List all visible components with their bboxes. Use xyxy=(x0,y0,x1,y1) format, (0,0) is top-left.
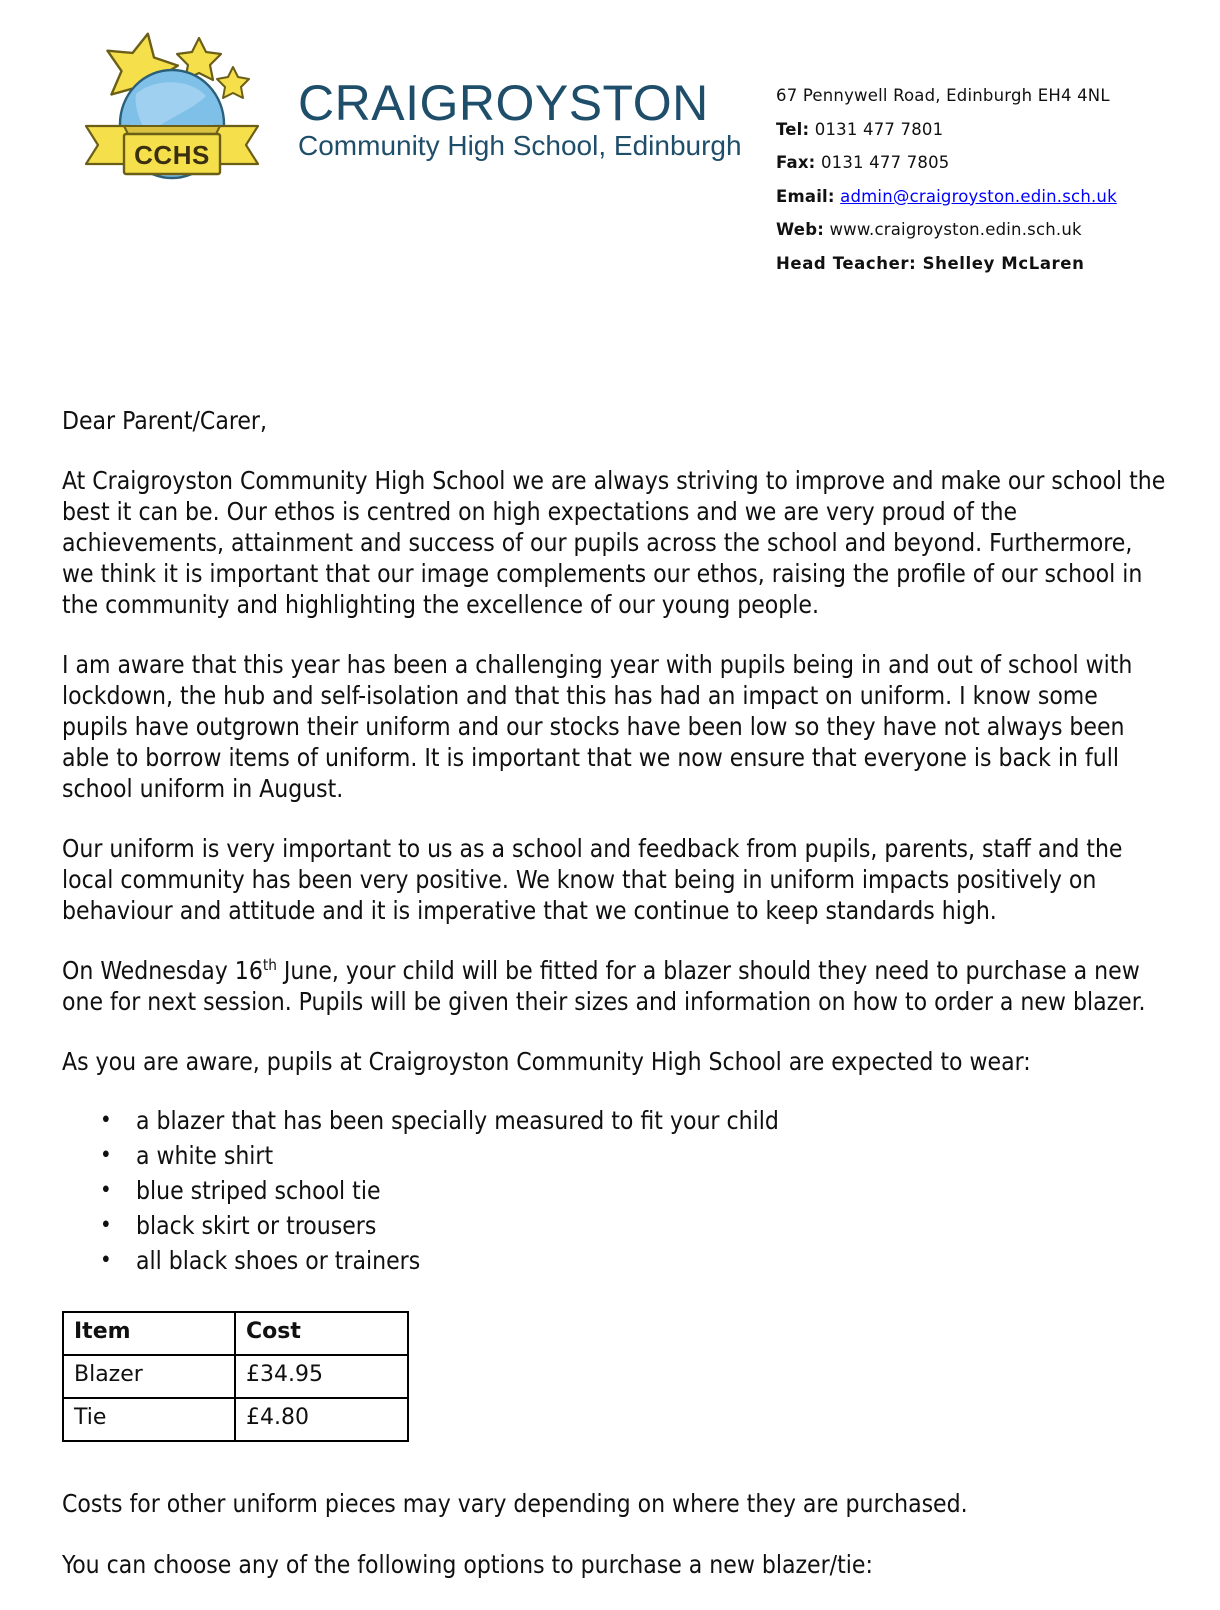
letterhead xyxy=(0,0,1220,300)
closing-paragraphs xyxy=(62,1488,1167,1580)
table-header-row xyxy=(63,1312,408,1355)
email-line xyxy=(776,186,1117,206)
column-header-cost: Cost xyxy=(235,1312,408,1355)
list-item-label: black skirt or trousers xyxy=(136,1211,377,1240)
cell-item-cost: £34.95 xyxy=(235,1355,408,1398)
fax-label: Fax: xyxy=(776,153,816,172)
fax-value: 0131 477 7805 xyxy=(820,153,950,172)
cost-table-container xyxy=(62,1311,1167,1442)
paragraph-purchase-options: You can choose any of the following options to purchase a new blazer/tie: xyxy=(62,1550,873,1579)
logo-ribbon-text: CCHS xyxy=(134,140,210,170)
letter-body xyxy=(62,405,1167,1610)
school-name-secondary: Community High School, Edinburgh xyxy=(298,130,742,161)
paragraph-challenging-year: I am aware that this year has been a challenging year with pupils being in and out of school with lockdown, the hub and self-isolation and that this has had an impact on uniform. I know some pupils have outgrown their uniform and our stocks have been low so they have not always been able to borrow items of uniform. It is important that we now ensure that everyone is back in full school uniform in August. xyxy=(62,650,1133,803)
headteacher-line: Head Teacher: Shelley McLaren xyxy=(776,253,1085,273)
logo-star-small xyxy=(217,67,249,98)
cell-item-name: Blazer xyxy=(63,1355,235,1398)
cell-item-name: Tie xyxy=(63,1398,235,1441)
telephone-line xyxy=(776,119,1117,139)
cell-item-cost: £4.80 xyxy=(235,1398,408,1441)
bullet-icon: • xyxy=(100,1108,112,1133)
paragraph-fitting-date xyxy=(62,955,1167,1017)
bullet-icon: • xyxy=(100,1178,112,1203)
salutation: Dear Parent/Carer, xyxy=(62,406,267,435)
list-item-label: a blazer that has been specially measured to fit your child xyxy=(136,1106,779,1135)
list-item xyxy=(62,1174,1167,1207)
list-item-label: a white shirt xyxy=(136,1141,274,1170)
paragraph-intro: At Craigroyston Community High School we are always striving to improve and make our school the best it can be. Our ethos is centred on high expectations and we are very proud of the achievements, attainment and success of our pupils across the school and beyond. Furthermore, we think it is important that our image complements our ethos, raising the profile of our school in the community and highlighting the excellence of our young people. xyxy=(62,466,1166,619)
list-item xyxy=(62,1104,1167,1137)
fitting-date-post: June, your child will be fitted for a blazer should they need to purchase a new one for next session. Pupils will be given their sizes and information on how to order a new blazer. xyxy=(62,956,1146,1016)
list-item xyxy=(62,1209,1167,1242)
list-item xyxy=(62,1244,1167,1277)
school-name-primary: CRAIGROYSTON xyxy=(298,75,709,131)
telephone-label: Tel: xyxy=(776,119,810,139)
list-item-label: all black shoes or trainers xyxy=(136,1246,421,1275)
school-logo xyxy=(72,8,287,188)
email-link[interactable]: admin@craigroyston.edin.sch.uk xyxy=(840,186,1117,206)
list-item xyxy=(62,1139,1167,1172)
table-row xyxy=(63,1398,408,1441)
bullet-icon: • xyxy=(100,1143,112,1168)
date-ordinal-suffix: th xyxy=(262,955,277,974)
website-line xyxy=(776,222,1117,239)
address-line: 67 Pennywell Road, Edinburgh EH4 4NL xyxy=(776,86,1110,105)
logo-ribbon xyxy=(86,126,258,174)
uniform-items-list xyxy=(62,1104,1167,1277)
website-value: www.craigroyston.edin.sch.uk xyxy=(829,220,1082,239)
contact-details xyxy=(776,88,1117,272)
email-label: Email: xyxy=(776,186,835,206)
fax-line xyxy=(776,155,1117,172)
table-row xyxy=(63,1355,408,1398)
school-name xyxy=(298,75,742,161)
paragraph-other-costs: Costs for other uniform pieces may vary depending on where they are purchased. xyxy=(62,1489,968,1518)
fitting-date-pre: On Wednesday 16 xyxy=(62,956,263,985)
cost-table xyxy=(62,1311,409,1442)
bullet-icon: • xyxy=(100,1213,112,1238)
paragraph-expected-to-wear: As you are aware, pupils at Craigroyston Community High School are expected to wear: xyxy=(62,1047,1031,1076)
column-header-item: Item xyxy=(63,1312,235,1355)
telephone-value: 0131 477 7801 xyxy=(814,119,944,139)
paragraph-uniform-importance: Our uniform is very important to us as a school and feedback from pupils, parents, staff and the local community has been very positive. We know that being in uniform impacts positively on behaviour and attitude and it is imperative that we continue to keep standards high. xyxy=(62,834,1123,925)
list-item-label: blue striped school tie xyxy=(136,1176,381,1205)
bullet-icon: • xyxy=(100,1248,112,1273)
website-label: Web: xyxy=(776,220,825,239)
